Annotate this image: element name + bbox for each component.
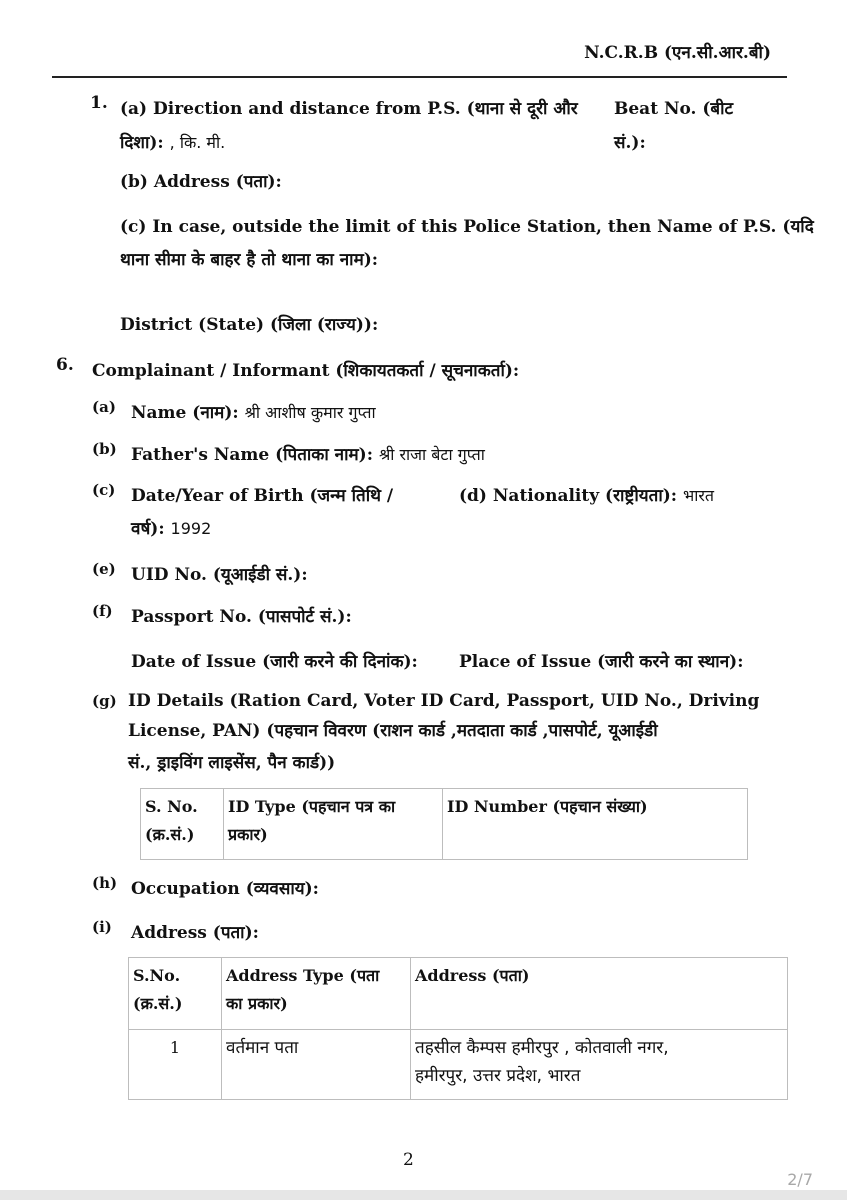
uid-label: UID No. (यूआईडी सं.): [131, 565, 308, 585]
id-details-label-cont: सं., ड्राइविंग लाइसेंस, पैन कार्ड)) [128, 753, 336, 773]
passport-label: Passport No. (पासपोर्ट सं.): [131, 607, 352, 627]
header-title: N.C.R.B (एन.सी.आर.बी) [584, 43, 771, 63]
dob-value: 1992 [170, 519, 212, 538]
direction-value: , कि. मी. [169, 133, 226, 152]
outside-ps-label-cont: थाना सीमा के बाहर है तो थाना का नाम): [120, 250, 379, 270]
issue-date-label: Date of Issue (जारी करने की दिनांक): [131, 652, 418, 672]
item-marker: (h) [92, 874, 118, 892]
table-header-sno: S.No. (क्र.सं.) [129, 958, 222, 1030]
section-number: 6. [56, 355, 74, 375]
page-indicator: 2/7 [787, 1170, 813, 1189]
viewer-bottom-bar [0, 1190, 847, 1200]
beat-label: Beat No. (बीट [614, 99, 734, 119]
address-table [128, 957, 788, 1100]
direction-label-cont: दिशा): , कि. मी. [120, 133, 226, 153]
table-header-id-type: ID Type (पहचान पत्र का प्रकार) [224, 789, 443, 860]
page-number: 2 [403, 1150, 414, 1170]
direction-label: (a) Direction and distance from P.S. (थाना से दूरी और [120, 99, 578, 119]
table-cell-address-type: वर्तमान पता [222, 1030, 411, 1100]
outside-ps-label: (c) In case, outside the limit of this Police Station, then Name of P.S. (यदि [120, 217, 814, 237]
item-marker: (c) [92, 481, 116, 499]
id-details-label: ID Details (Ration Card, Voter ID Card, Passport, UID No., Driving [128, 691, 760, 711]
header-divider [52, 76, 787, 78]
issue-place-label: Place of Issue (जारी करने का स्थान): [459, 652, 744, 672]
district-label: District (State) (जिला (राज्य)): [120, 315, 379, 335]
beat-label-cont: सं.): [614, 133, 646, 153]
table-header-id-number: ID Number (पहचान संख्या) [443, 789, 748, 860]
occupation-label: Occupation (व्यवसाय): [131, 879, 319, 899]
item-marker: (e) [92, 560, 116, 578]
section-number: 1. [90, 93, 108, 113]
nationality-value: भारत [682, 486, 715, 505]
father-name-value: श्री राजा बेटा गुप्ता [378, 445, 485, 464]
name-value: श्री आशीष कुमार गुप्ता [244, 403, 376, 422]
address-label: (b) Address (पता): [120, 172, 282, 192]
name-label: Name (नाम): श्री आशीष कुमार गुप्ता [131, 403, 376, 423]
table-header-sno: S. No. (क्र.सं.) [141, 789, 224, 860]
id-details-label-cont: License, PAN) (पहचान विवरण (राशन कार्ड ,मतदाता कार्ड ,पासपोर्ट, यूआईडी [128, 721, 658, 741]
address-section-label: Address (पता): [131, 923, 259, 943]
item-marker: (a) [92, 398, 116, 416]
dob-label-cont: वर्ष): 1992 [131, 519, 212, 539]
item-marker: (g) [92, 692, 117, 710]
id-details-table [140, 788, 748, 860]
table-header-address: Address (पता) [411, 958, 788, 1030]
complainant-heading: Complainant / Informant (शिकायतकर्ता / सूचनाकर्ता): [92, 361, 520, 381]
item-marker: (b) [92, 440, 117, 458]
dob-label: Date/Year of Birth (जन्म तिथि / [131, 486, 394, 506]
item-marker: (f) [92, 602, 113, 620]
item-marker: (i) [92, 918, 112, 936]
table-header-address-type: Address Type (पता का प्रकार) [222, 958, 411, 1030]
nationality-label: (d) Nationality (राष्ट्रीयता): भारत [459, 486, 715, 506]
table-row [129, 1030, 788, 1100]
table-cell-address: तहसील कैम्पस हमीरपुर , कोतवाली नगर, हमीरपुर, उत्तर प्रदेश, भारत [411, 1030, 788, 1100]
table-cell-sno: 1 [129, 1030, 222, 1100]
father-name-label: Father's Name (पिताका नाम): श्री राजा बेटा गुप्ता [131, 445, 485, 465]
